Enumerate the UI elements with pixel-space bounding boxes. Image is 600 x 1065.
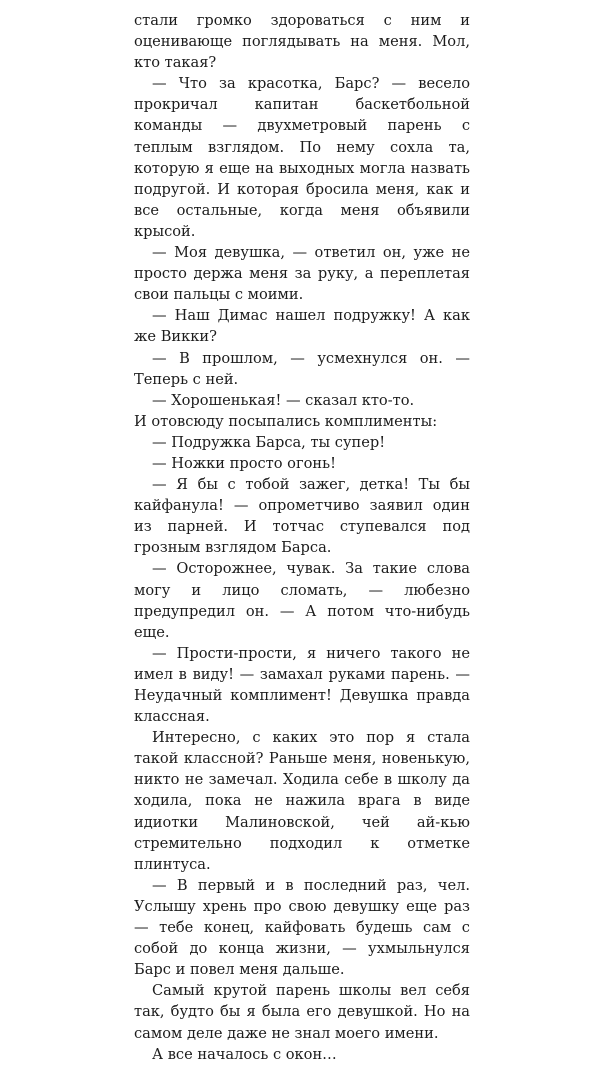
paragraph-4: — Наш Димас нашел подружку! А как же Викки? bbox=[134, 307, 470, 346]
paragraph-13: Интересно, с каких это пор я стала такой классной? Раньше меня, новенькую, никто не замечал. Ходила себе в школу да ходила, пока не нажила врага в виде идиотки Малиновской, чей ай-кью стремительно подходил к отметке плинтуса. bbox=[134, 729, 470, 873]
paragraph-11: — Осторожнее, чувак. За такие слова могу и лицо сломать, — любезно предупредил он. — А потом что-нибудь еще. bbox=[134, 560, 470, 641]
paragraph-14: — В первый и в последний раз, чел. Услышу хрень про свою девушку еще раз — тебе конец, кайфовать будешь сам с собой до конца жизни, — ухмыльнулся Барс и повел меня дальше. bbox=[134, 876, 470, 979]
paragraph-9: — Ножки просто огонь! bbox=[152, 454, 336, 472]
paragraph-7: И отовсюду посыпались комплименты: bbox=[134, 412, 438, 430]
paragraph-6: — Хорошенькая! — сказал кто-то. bbox=[152, 391, 415, 409]
paragraph-3: — Моя девушка, — ответил он, уже не просто держа меня за руку, а переплетая свои пальцы с моими. bbox=[134, 244, 470, 304]
paragraph-2: — Что за красотка, Барс? — весело прокричал капитан баскетбольной команды — двухметровый парень с теплым взглядом. По нему сохла та, которую я еще на выходных могла назвать подругой. И которая бросила меня, как и все остальные, когда меня объявили крысой. bbox=[134, 75, 470, 240]
paragraph-16: А все началось с окон… bbox=[152, 1045, 337, 1063]
paragraph-12: — Прости-прости, я ничего такого не имел в виду! — замахал руками парень. — Неудачный комплимент! Девушка правда классная. bbox=[134, 644, 470, 726]
paragraph-1: стали громко здороваться с ним и оценивающе поглядывать на меня. Мол, кто такая? bbox=[134, 12, 470, 72]
paragraph-15: Самый крутой парень школы вел себя так, будто бы я была его девушкой. Но на самом деле даже не знал моего имени. bbox=[134, 982, 470, 1042]
page-text bbox=[134, 10, 470, 1065]
paragraph-5: — В прошлом, — усмехнулся он. — Теперь с ней. bbox=[134, 349, 470, 388]
paragraph-8: — Подружка Барса, ты супер! bbox=[152, 433, 386, 451]
paragraph-10: — Я бы с тобой зажег, детка! Ты бы кайфанула! — опрометчиво заявил один из парней. И тотчас ступевался под грозным взглядом Барса. bbox=[134, 476, 470, 557]
